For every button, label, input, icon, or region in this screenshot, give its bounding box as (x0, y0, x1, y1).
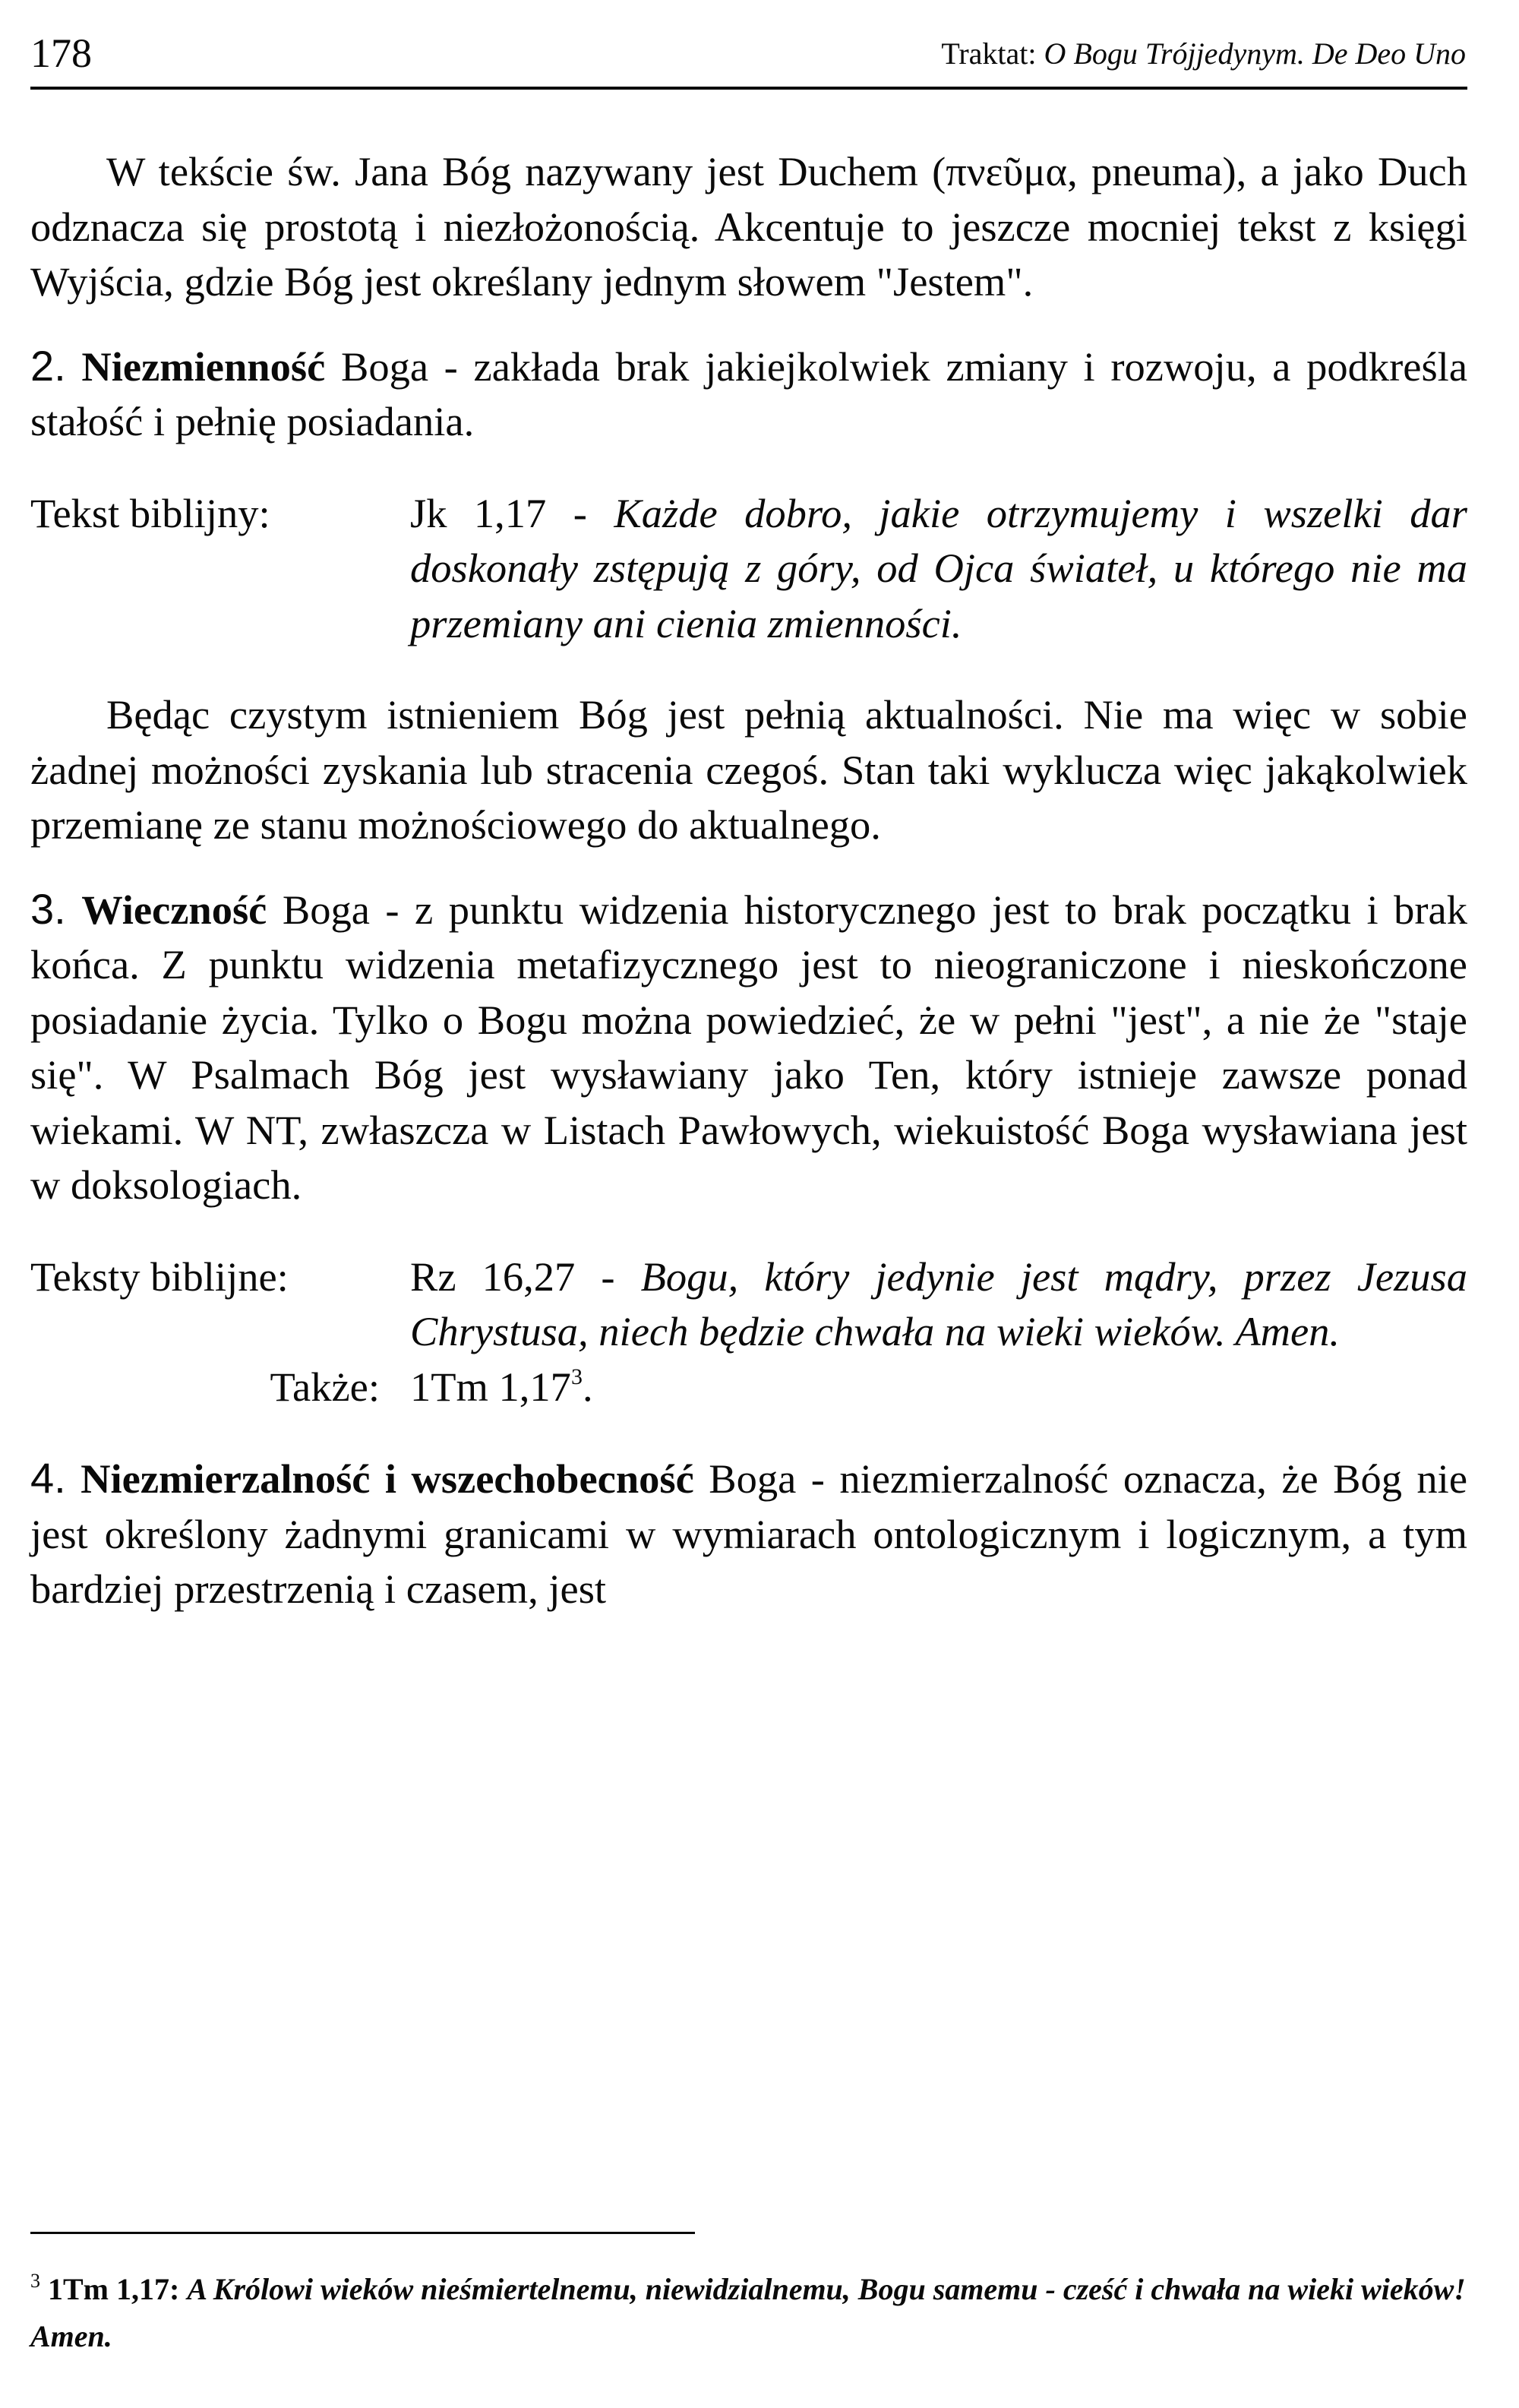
footnote-rule (30, 2232, 695, 2234)
reference-body: 1Tm 1,17$^3$. (410, 1363, 593, 1410)
section-text: Boga - zakłada brak jakiejkolwiek zmiany i rozwoju, a podkreśla stałość i pełnię posiadania. (30, 343, 1468, 444)
section-term: Niezmienność (81, 343, 326, 390)
section-immeasurability (30, 1451, 1467, 1617)
reference-body (410, 486, 1467, 652)
reference-citation: Rz 16,27 - (410, 1253, 641, 1300)
reference-body (410, 1250, 1467, 1360)
header-rule (30, 87, 1467, 90)
paragraph-actuality: Będąc czystym istnieniem Bóg jest pełnią aktualności. Nie ma więc w sobie żadnej możności zyskania lub stracenia czegoś. Stan taki wyklucza więc jakąkolwiek przemianę ze stanu możnościowego do aktualnego. (30, 691, 1467, 848)
body-text (30, 144, 1467, 1617)
bible-reference-jk (30, 486, 1467, 652)
page-header (30, 30, 1466, 76)
section-immutability (30, 339, 1467, 450)
reference-citation: 1Tm 1,17 (410, 1363, 571, 1410)
footnote-marker[interactable]: 3 (570, 1364, 583, 1389)
section-number: 4. (30, 1454, 66, 1502)
reference-citation: Jk 1,17 - (410, 489, 614, 536)
footnote-text: A Królowi wieków nieśmiertelnemu, niewidzialnemu, Bogu samemu - cześć i chwała na wieki wieków! Amen. (30, 2272, 1466, 2353)
section-term: Niezmierzalność i wszechobecność (81, 1455, 694, 1502)
footnote-citation: 1Tm 1,17: (40, 2272, 188, 2306)
footnote (30, 2258, 1467, 2360)
reference-label: Także: (270, 1363, 380, 1410)
reference-label: Teksty biblijne: (30, 1253, 289, 1300)
reference-quote: Każde dobro, jakie otrzymujemy i wszelki dar doskonały zstępują z góry, od Ojca świateł, u którego nie ma przemiany ani cienia zmienności. (410, 489, 1467, 646)
section-text: Boga - niezmierzalność oznacza, że Bóg nie jest określony żadnymi granicami w wymiarach ontologicznym i logicznym, a tym bardziej przestrzenią i czasem, jest (30, 1455, 1468, 1612)
running-head (941, 35, 1466, 73)
reference-label: Tekst biblijny: (30, 489, 270, 536)
running-head-prefix: Traktat: (941, 36, 1037, 71)
reference-quote: Bogu, który jedynie jest mądry, przez Jezusa Chrystusa, niech będzie chwała na wieki wieków. Amen. (410, 1253, 1467, 1354)
section-term: Wieczność (81, 886, 267, 933)
book-page (30, 0, 1466, 2408)
section-number: 3. (30, 884, 66, 933)
section-eternity (30, 882, 1467, 1213)
running-head-title: O Bogu Trójjedynym. De Deo Uno (1044, 36, 1466, 71)
footnote-number: 3 (30, 2270, 40, 2292)
section-text: Boga - z punktu widzenia historycznego jest to brak początku i brak końca. Z punktu widzenia metafizycznego jest to nieograniczone i nieskończone posiadanie życia. Tylko o Bogu można powiedzieć, że w pełni "jest", a nie że "staje się". W Psalmach Bóg jest wysławiany jako Ten, który istnieje zawsze ponad wiekami. W NT, zwłaszcza w Listach Pawłowych, wiekuistość Boga wysławiana jest w doksologiach. (30, 886, 1467, 1208)
section-number: 2. (30, 341, 66, 390)
bible-reference-rz (30, 1250, 1467, 1360)
bible-reference-also (30, 1360, 1467, 1415)
paragraph-spirit: W tekście św. Jana Bóg nazywany jest Duchem (πνεῦμα, pneuma), a jako Duch odznacza się prostotą i niezłożonością. Akcentuje to jeszcze mocniej tekst z księgi Wyjścia, gdzie Bóg jest określany jednym słowem "Jestem". (30, 148, 1467, 305)
page-number: 178 (30, 30, 92, 76)
